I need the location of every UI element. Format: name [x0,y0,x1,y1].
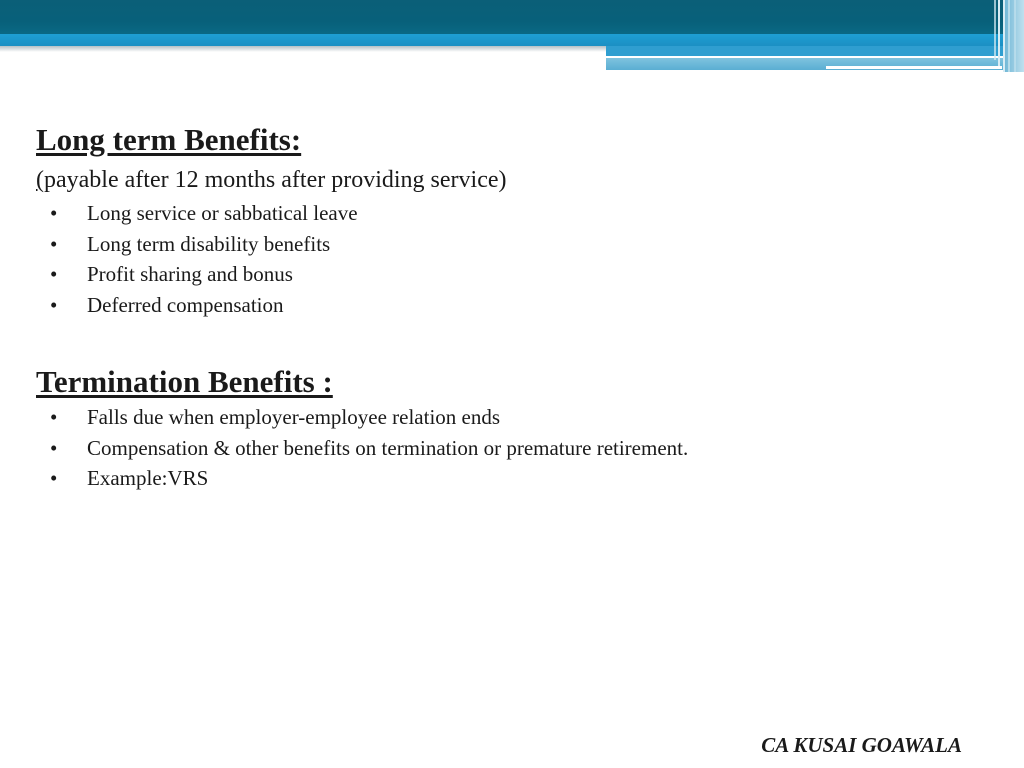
list-item [36,402,976,433]
header-edge-stripe [1014,0,1016,72]
header-edge-stripe [1003,0,1005,72]
termination-benefits-list [36,402,976,494]
header-step-bar [606,46,1006,56]
list-item [36,290,976,321]
slide-content [36,118,976,494]
bullet-icon: • [50,435,58,460]
bullet-icon: • [50,292,58,317]
header-light-line [826,66,1002,69]
header-accent-band [0,34,1024,46]
list-item [36,259,976,290]
long-term-benefits-heading: Long term Benefits: [36,122,302,157]
header-edge-stripe [1008,0,1010,72]
header-dark-bar [0,0,1024,36]
list-item [36,463,976,494]
author-footer: CA KUSAI GOAWALA [761,733,962,757]
bullet-icon: • [50,405,58,429]
list-item-text: Example:VRS [87,466,209,490]
list-item-text: Profit sharing and bonus [87,262,293,286]
bullet-icon: • [50,262,58,286]
list-item [36,229,976,260]
list-item-text: Long service or sabbatical leave [87,201,358,225]
list-item-text: Deferred compensation [87,292,284,317]
header-shadow [0,46,606,52]
list-item [36,198,976,229]
termination-benefits-heading: Termination Benefits : [36,364,333,399]
subtitle-open-paren: ( [36,167,44,193]
header-edge-stripe [994,0,996,60]
list-item [36,433,976,464]
long-term-benefits-list [36,198,976,320]
header-edge-stripe [998,0,1000,66]
list-item-text: Falls due when employer-employee relation ends [87,405,501,429]
subtitle-text: payable after 12 months after providing service) [44,167,507,193]
long-term-benefits-subtitle [36,162,976,198]
bullet-icon: • [50,201,58,225]
bullet-icon: • [50,466,58,490]
list-item-text: Compensation & other benefits on termination or premature retirement. [87,435,689,460]
list-item-text: Long term disability benefits [87,231,331,256]
section-spacer [36,320,976,362]
bullet-icon: • [50,231,58,256]
